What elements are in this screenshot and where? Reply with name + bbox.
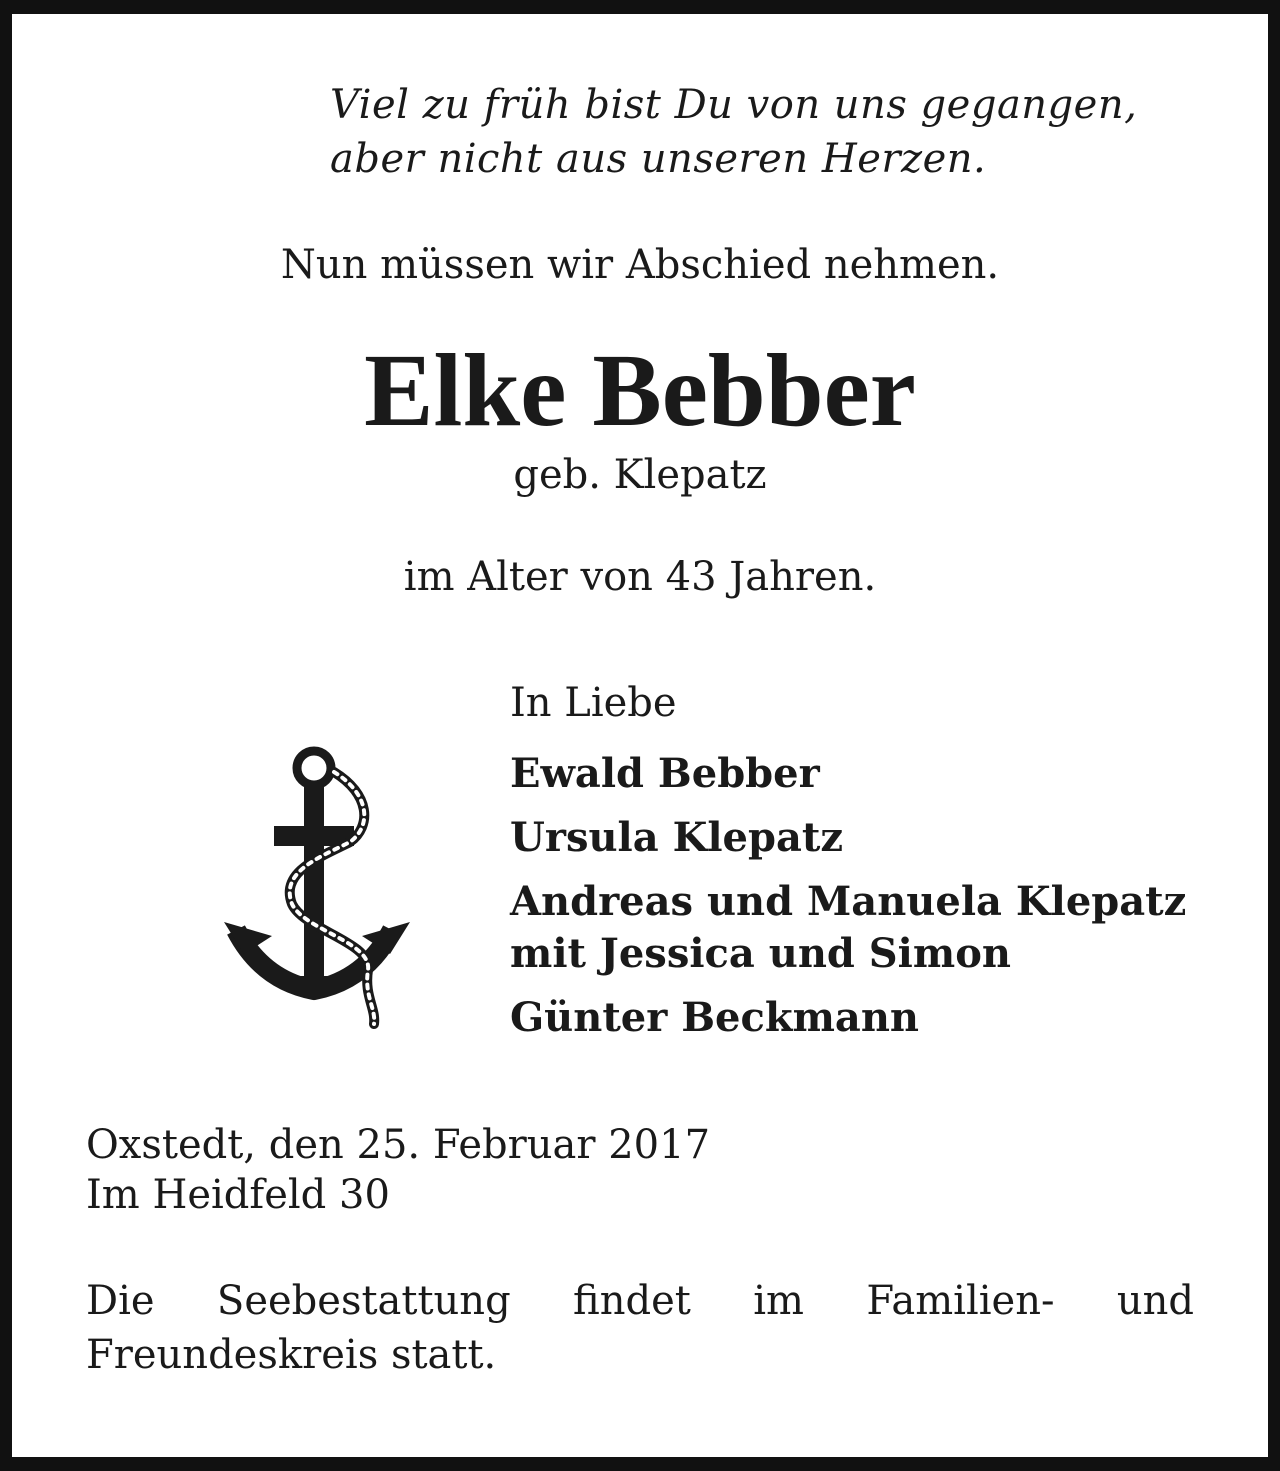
burial-notice: Die Seebestattung findet im Familien- und Freundeskreis statt.: [86, 1278, 1194, 1378]
age-text: im Alter von 43 Jahren.: [403, 554, 877, 600]
mourner-entry: [510, 812, 1230, 864]
farewell-text: Nun müssen wir Abschied nehmen.: [280, 242, 1000, 288]
mourner-name: Ursula Klepatz: [510, 814, 844, 861]
mourner-entry: [510, 992, 1230, 1044]
mourner-name: Ewald Bebber: [510, 750, 820, 797]
in-love-label: In Liebe: [510, 680, 677, 726]
mourner-name: Günter Beckmann: [510, 994, 919, 1041]
maiden-name: geb. Klepatz: [513, 452, 767, 498]
mourner-name: Andreas und Manuela Klepatz: [510, 878, 1187, 925]
mourners-list: [510, 748, 1230, 1056]
mourner-entry: [510, 748, 1230, 800]
anchor-icon: [222, 744, 412, 1030]
mourner-name: mit Jessica und Simon: [510, 930, 1011, 977]
deceased-name: Elke Bebber: [364, 333, 916, 448]
place-date: Oxstedt, den 25. Februar 2017: [86, 1122, 711, 1168]
address: Im Heidfeld 30: [86, 1172, 390, 1218]
motto-text: Viel zu früh bist Du von uns gegangen, aber nicht aus unseren Herzen.: [330, 82, 1138, 182]
mourner-entry: [510, 876, 1230, 980]
